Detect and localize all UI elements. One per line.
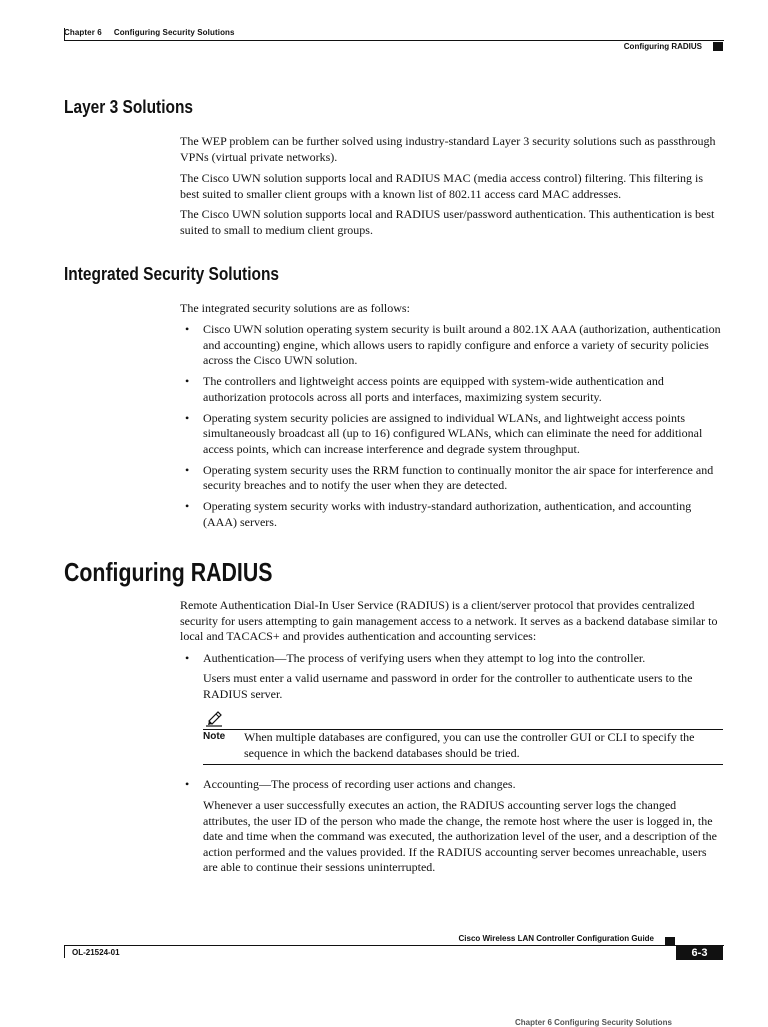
bullet-icon: • [185,651,190,665]
bullet-icon: • [185,410,190,425]
bullet-icon: • [185,322,190,336]
list-item: • Cisco UWN solution operating system security is built around a 802.1X AAA (authorization, authentication and accounting) engine, which allows users to rapidly configure and enforce a variety of security policies across the Cisco UWN solution. [185,322,721,367]
header-rule [64,40,724,41]
list-item: • Operating system security uses the RRM function to continually monitor the air space for interference and security breaches and to notify the user when they are detected. [185,462,714,492]
page-number: 6-3 [676,946,723,960]
layer3-paragraph-2: The Cisco UWN solution supports local and RADIUS MAC (media access control) filtering. This filtering is best suited to smaller client groups with a known list of 802.11 access card MAC addresses. [180,171,704,201]
bullet-icon: • [185,374,190,388]
integrated-intro: The integrated security solutions are as follows: [180,301,410,315]
pencil-note-icon [203,709,225,729]
bullet-icon: • [185,462,190,477]
authentication-detail: Users must enter a valid username and password in order for the controller to authenticate users to the RADIUS server. [203,671,693,701]
header-marker [713,42,723,51]
radius-intro: Remote Authentication Dial-In User Service (RADIUS) is a client/server protocol that provides centralized security for users attempting to gain management access to a network. It serves as a backend database similar to local and TACACS+ and provides authentication and accounting services: [180,598,718,643]
section-title: Configuring RADIUS [623,42,702,51]
accounting-detail: Whenever a user successfully executes an action, the RADIUS accounting server logs the changed attributes, the user ID of the person who made the change, the remote host where the user is logged in, the date and time when the command was executed, the authorization level of the user, and a description of the action performed and the values provided. If the RADIUS accounting server becomes unreachable, users are able to continue their sessions uninterrupted. [203,798,718,874]
list-item: • Operating system security policies are assigned to individual WLANs, and lightweight access points simultaneously broadcast all (up to 16) configured WLANs, which can eliminate the need for additional access points, which can increase interference and degrade system throughput. [185,410,703,456]
heading-layer3: Layer 3 Solutions [64,97,194,117]
bullet-icon: • [185,499,190,513]
layer3-paragraph-3: The Cisco UWN solution supports local and RADIUS user/password authentication. This authentication is best suited to small to medium client groups. [180,207,715,237]
bullet-icon: • [185,777,190,791]
radius-bullet-authentication: • Authentication—The process of verifying users when they attempt to log into the controller. [185,651,646,665]
footer-tick [64,945,65,958]
running-header [64,28,235,37]
list-item: • Operating system security works with industry-standard authorization, authentication, and accounting (AAA) servers. [185,499,692,529]
layer3-paragraph-1: The WEP problem can be further solved using industry-standard Layer 3 security solutions such as passthrough VPNs (virtual private networks). [180,134,716,164]
note-text: When multiple databases are configured, you can use the controller GUI or CLI to specify the sequence in which the backend databases should be tried. [244,730,695,760]
note-bottom-rule [203,764,723,765]
footer-marker [665,937,675,945]
chapter-number: Chapter 6 [64,28,102,37]
integrated-bullet-list [180,322,725,536]
radius-bullet-accounting: • Accounting—The process of recording user actions and changes. [185,777,516,791]
heading-integrated: Integrated Security Solutions [64,264,280,284]
footer-rule [64,945,724,946]
doc-number: OL-21524-01 [72,948,120,957]
next-page-bleed-text: Chapter 6 Configuring Security Solutions [515,1018,672,1027]
guide-title: Cisco Wireless LAN Controller Configuration Guide [458,934,654,943]
heading-configuring-radius: Configuring RADIUS [64,557,273,587]
list-item: • The controllers and lightweight access points are equipped with system-wide authentication and authorization protocols across all ports and interfaces, maximizing system security. [185,374,664,404]
note-label: Note [203,731,226,742]
chapter-title: Configuring Security Solutions [113,28,235,37]
